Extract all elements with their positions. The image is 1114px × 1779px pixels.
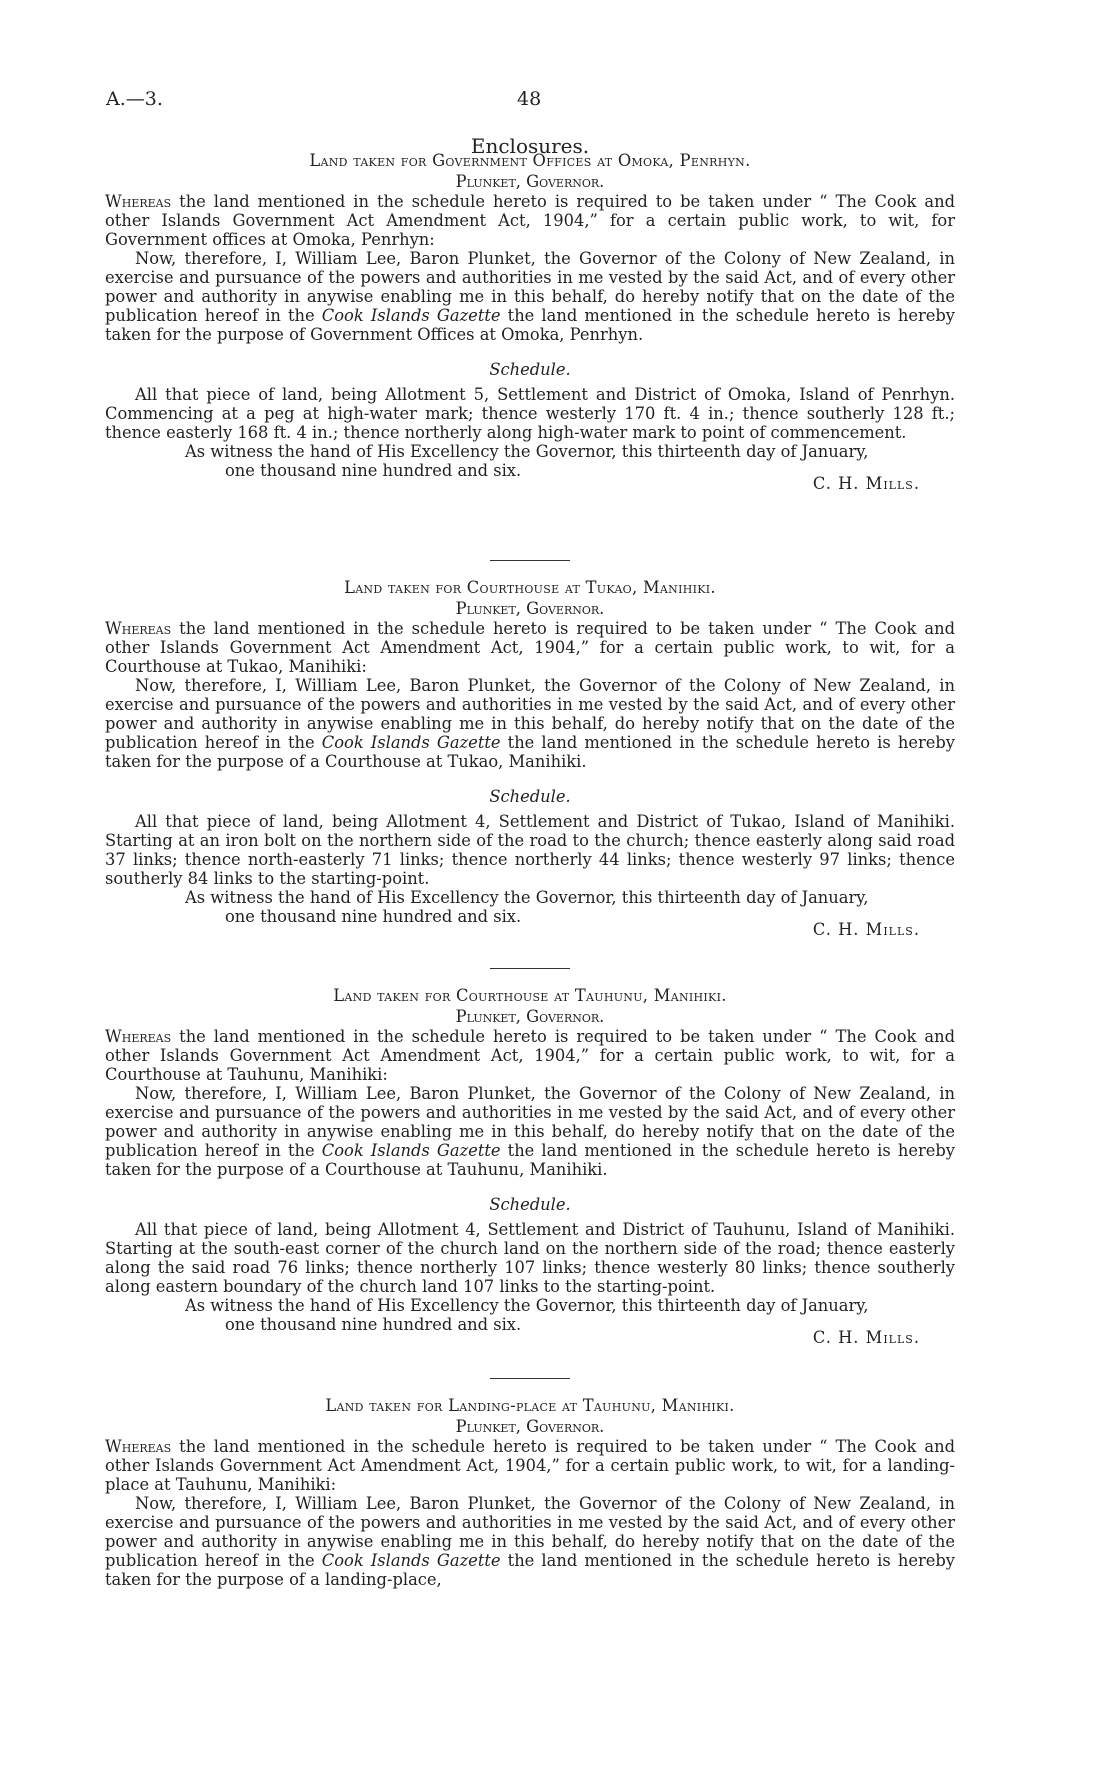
proclamation-text: Now, therefore, I, William Lee, Baron Plunket, the Governor of the Colony of New Zealand, in exercise and pursuance of the powers and authorities in me vested by the said Act, and of every other power and authority in anywise enabling me in this behalf, do hereby notify that on the date of the publication hereof in the bbox=[105, 676, 955, 752]
schedule-heading: Schedule. bbox=[489, 1195, 571, 1214]
whereas-word: Whereas bbox=[105, 619, 172, 638]
whereas-text: the land mentioned in the schedule hereto is required to be taken under “ The Cook and other Islands Government Act Amendment Act, 1904,” for a certain public work, to wit, for Government offices at Omoka, Penrhyn: bbox=[105, 192, 955, 249]
whereas-word: Whereas bbox=[105, 1437, 172, 1456]
whereas-paragraph bbox=[105, 1027, 955, 1084]
document-reference: A.—3. bbox=[106, 88, 163, 110]
notice-section-tukao bbox=[105, 577, 955, 939]
whereas-word: Whereas bbox=[105, 192, 172, 211]
whereas-text: the land mentioned in the schedule hereto is required to be taken under “ The Cook and other Islands Government Act Amendment Act, 1904,” for a certain public work, to wit, for a Courthouse at Tauhunu, Manihiki: bbox=[105, 1027, 955, 1084]
witness-line: one thousand nine hundred and six. bbox=[225, 907, 522, 926]
notice-section-tauhunu-landing bbox=[105, 1395, 955, 1589]
notice-title: Land taken for Courthouse at Tukao, Manihiki. bbox=[344, 578, 716, 597]
whereas-text: the land mentioned in the schedule hereto is required to be taken under “ The Cook and other Islands Government Act Amendment Act, 1904,” for a certain public work, to wit, for a Courthouse at Tukao, Manihiki: bbox=[105, 619, 955, 676]
notice-title: Land taken for Courthouse at Tauhunu, Manihiki. bbox=[333, 986, 727, 1005]
governor-line: Plunket, Governor. bbox=[455, 599, 605, 618]
proclamation-text: Now, therefore, I, William Lee, Baron Plunket, the Governor of the Colony of New Zealand, in exercise and pursuance of the powers and authorities in me vested by the said Act, and of every other power and authority in anywise enabling me in this behalf, do hereby notify that on the date of the publication hereof in the bbox=[105, 1084, 955, 1160]
schedule-heading: Schedule. bbox=[489, 787, 571, 806]
witness-line: As witness the hand of His Excellency the Governor, this thirteenth day of January, bbox=[185, 1296, 869, 1315]
governor-line: Plunket, Governor. bbox=[455, 1007, 605, 1026]
section-divider bbox=[490, 968, 570, 969]
notice-section-omoka bbox=[105, 150, 955, 493]
page-title: Enclosures. bbox=[470, 134, 590, 158]
gazette-name: Cook Islands Gazette bbox=[321, 306, 501, 325]
proclamation-text-end: the land mentioned in the schedule hereto is hereby taken for the purpose of a Courthouse at Tauhunu, Manihiki. bbox=[105, 1141, 955, 1179]
gazette-name: Cook Islands Gazette bbox=[321, 1551, 501, 1570]
notice-section-tauhunu-courthouse bbox=[105, 985, 955, 1347]
proclamation-text: Now, therefore, I, William Lee, Baron Plunket, the Governor of the Colony of New Zealand, in exercise and pursuance of the powers and authorities in me vested by the said Act, and of every other power and authority in anywise enabling me in this behalf, do hereby notify that on the date of the publication hereof in the bbox=[105, 249, 955, 325]
section-divider bbox=[490, 1378, 570, 1379]
notice-title: Land taken for Landing-place at Tauhunu, Manihiki. bbox=[325, 1396, 735, 1415]
whereas-paragraph bbox=[105, 1437, 955, 1494]
signature: C. H. Mills. bbox=[812, 474, 920, 493]
proclamation-paragraph bbox=[105, 676, 955, 771]
schedule-heading: Schedule. bbox=[489, 360, 571, 379]
governor-line: Plunket, Governor. bbox=[455, 1417, 605, 1436]
proclamation-paragraph bbox=[105, 1494, 955, 1589]
proclamation-text-end: the land mentioned in the schedule hereto is hereby taken for the purpose of a landing-place, bbox=[105, 1551, 955, 1589]
notice-title: Land taken for Government Offices at Omoka, Penrhyn. bbox=[309, 151, 751, 170]
signature: C. H. Mills. bbox=[812, 920, 920, 939]
proclamation-text: Now, therefore, I, William Lee, Baron Plunket, the Governor of the Colony of New Zealand, in exercise and pursuance of the powers and authorities in me vested by the said Act, and of every other power and authority in anywise enabling me in this behalf, do hereby notify that on the date of the publication hereof in the bbox=[105, 1494, 955, 1570]
schedule-text: All that piece of land, being Allotment 4, Settlement and District of Tukao, Island of Manihiki. Starting at an iron bolt on the northern side of the road to the church; thence easterly along said road 37 links; thence north-easterly 71 links; thence northerly 44 links; thence westerly 97 links; thence southerly 84 links to the starting-point. bbox=[105, 812, 955, 888]
witness-line: one thousand nine hundred and six. bbox=[225, 1315, 522, 1334]
page-number: 48 bbox=[517, 88, 542, 110]
gazette-name: Cook Islands Gazette bbox=[321, 1141, 501, 1160]
whereas-text: the land mentioned in the schedule hereto is required to be taken under “ The Cook and other Islands Government Act Amendment Act, 1904,” for a certain public work, to wit, for a landing-place at Tauhunu, Manihiki: bbox=[105, 1437, 955, 1494]
governor-line: Plunket, Governor. bbox=[455, 172, 605, 191]
witness-line: As witness the hand of His Excellency the Governor, this thirteenth day of January, bbox=[185, 442, 869, 461]
proclamation-paragraph bbox=[105, 1084, 955, 1179]
proclamation-text-end: the land mentioned in the schedule hereto is hereby taken for the purpose of a Courthouse at Tukao, Manihiki. bbox=[105, 733, 955, 771]
whereas-paragraph bbox=[105, 192, 955, 249]
gazette-name: Cook Islands Gazette bbox=[321, 733, 501, 752]
witness-line: As witness the hand of His Excellency the Governor, this thirteenth day of January, bbox=[185, 888, 869, 907]
whereas-paragraph bbox=[105, 619, 955, 676]
whereas-word: Whereas bbox=[105, 1027, 172, 1046]
proclamation-paragraph bbox=[105, 249, 955, 344]
section-divider bbox=[490, 560, 570, 561]
witness-line: one thousand nine hundred and six. bbox=[225, 461, 522, 480]
signature: C. H. Mills. bbox=[812, 1328, 920, 1347]
schedule-text: All that piece of land, being Allotment 4, Settlement and District of Tauhunu, Island of Manihiki. Starting at the south-east corner of the church land on the northern side of the road; thence easterly along the said road 76 links; thence northerly 107 links; thence westerly 80 links; thence southerly along eastern boundary of the church land 107 links to the starting-point. bbox=[105, 1220, 955, 1296]
proclamation-text-end: the land mentioned in the schedule hereto is hereby taken for the purpose of Government Offices at Omoka, Penrhyn. bbox=[105, 306, 955, 344]
schedule-text: All that piece of land, being Allotment 5, Settlement and District of Omoka, Island of Penrhyn. Commencing at a peg at high-water mark; thence westerly 170 ft. 4 in.; thence southerly 128 ft.; thence easterly 168 ft. 4 in.; thence northerly along high-water mark to point of commencement. bbox=[105, 385, 955, 442]
